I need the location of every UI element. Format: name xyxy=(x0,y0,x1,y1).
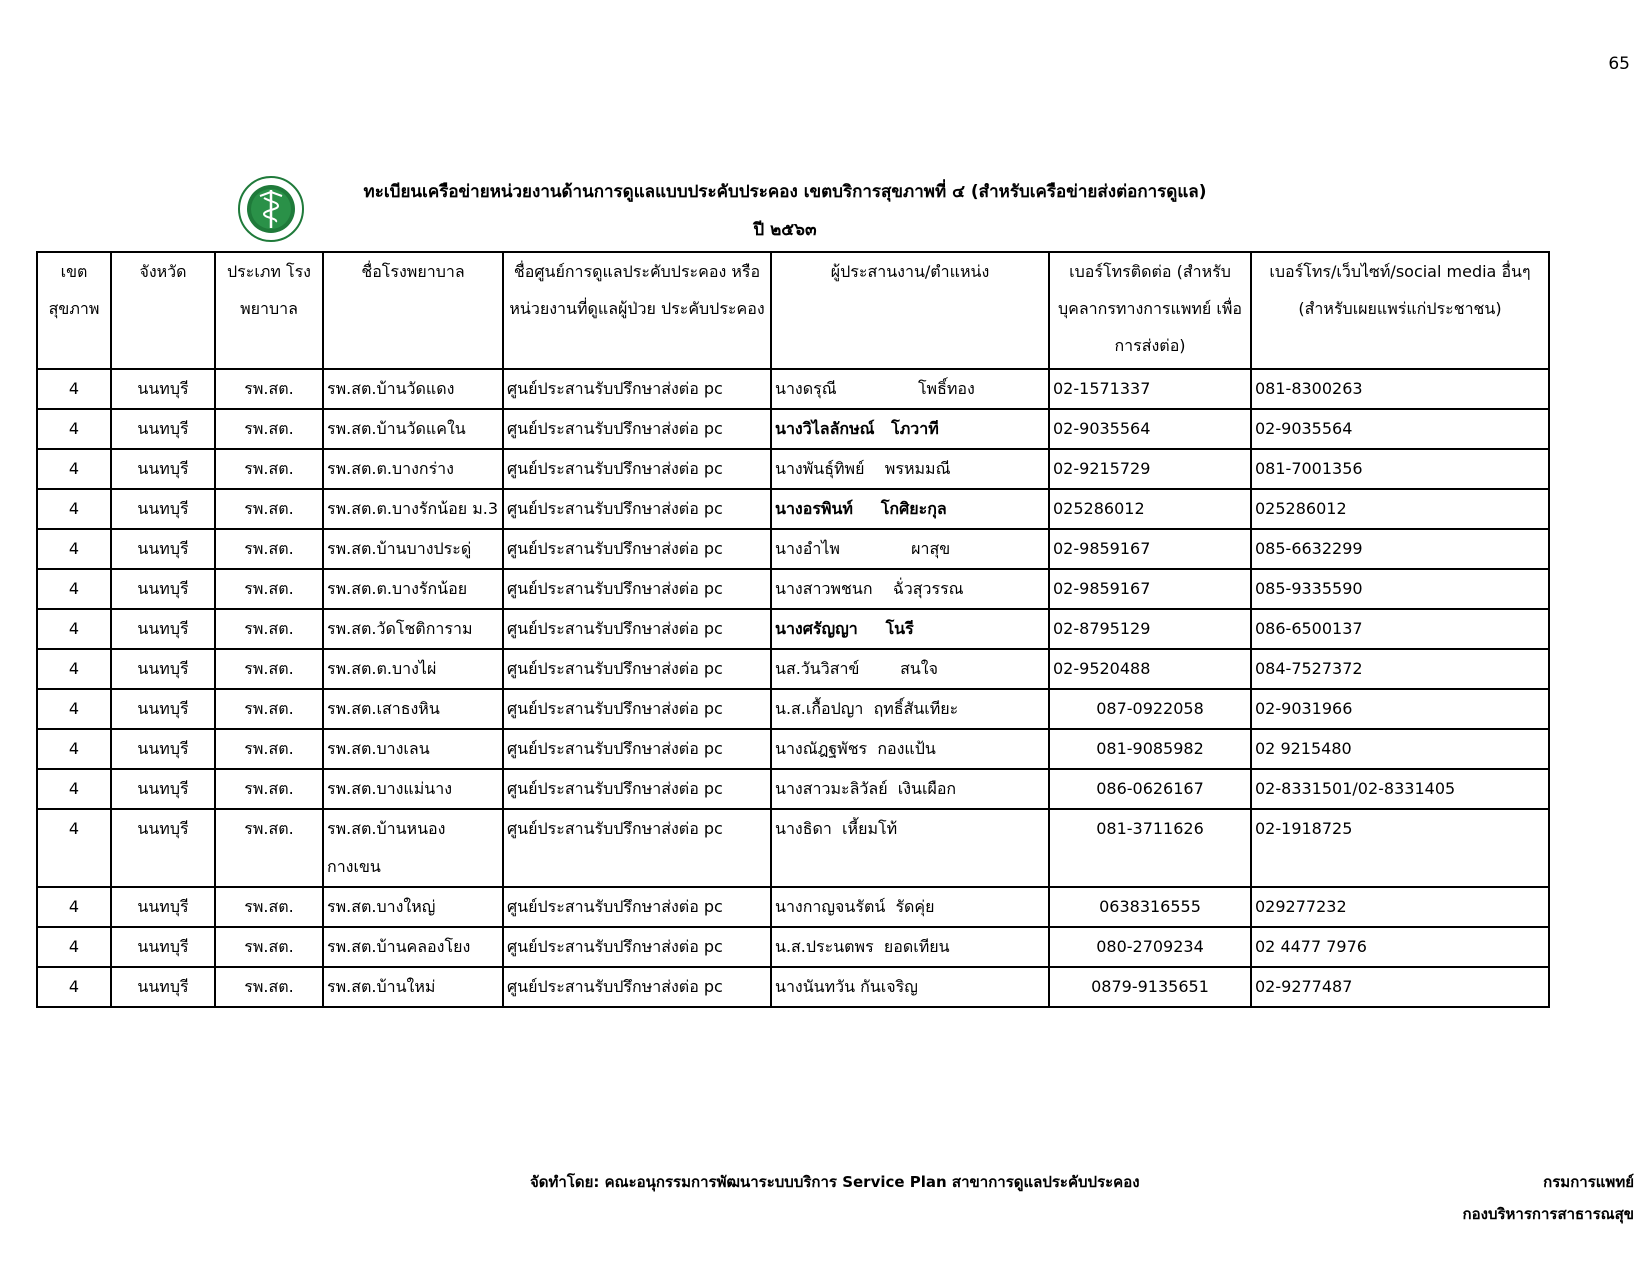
cell-hospital-type: รพ.สต. xyxy=(215,887,323,927)
cell-care-center: ศูนย์ประสานรับปรึกษาส่งต่อ pc xyxy=(503,529,771,569)
cell-coordinator: นางสาวพชนก ฉั่วสุวรรณ xyxy=(771,569,1049,609)
cell-hospital-type: รพ.สต. xyxy=(215,769,323,809)
cell-province: นนทบุรี xyxy=(111,967,215,1007)
cell-hospital-name: รพ.สต.บางใหญ่ xyxy=(323,887,503,927)
cell-public-contact: 02-9035564 xyxy=(1251,409,1549,449)
cell-hospital-name: รพ.สต.ต.บางไผ่ xyxy=(323,649,503,689)
cell-public-contact: 081-7001356 xyxy=(1251,449,1549,489)
cell-referral-phone: 02-9859167 xyxy=(1049,529,1251,569)
cell-hospital-type: รพ.สต. xyxy=(215,369,323,409)
cell-public-contact: 02-8331501/02-8331405 xyxy=(1251,769,1549,809)
cell-province: นนทบุรี xyxy=(111,449,215,489)
cell-referral-phone: 0638316555 xyxy=(1049,887,1251,927)
cell-province: นนทบุรี xyxy=(111,809,215,887)
header-coordinator: ผู้ประสานงาน/ตำแหน่ง xyxy=(771,252,1049,369)
cell-public-contact: 02 9215480 xyxy=(1251,729,1549,769)
cell-care-center: ศูนย์ประสานรับปรึกษาส่งต่อ pc xyxy=(503,967,771,1007)
cell-care-center: ศูนย์ประสานรับปรึกษาส่งต่อ pc xyxy=(503,649,771,689)
cell-coordinator: นางดรุณี โพธิ์ทอง xyxy=(771,369,1049,409)
header-province: จังหวัด xyxy=(111,252,215,369)
cell-hospital-name: รพ.สต.บ้านหนอง กางเขน xyxy=(323,809,503,887)
table-row xyxy=(37,927,1549,967)
table-row xyxy=(37,729,1549,769)
cell-coordinator: นางนันทวัน กันเจริญ xyxy=(771,967,1049,1007)
cell-health-region: 4 xyxy=(37,967,111,1007)
cell-care-center: ศูนย์ประสานรับปรึกษาส่งต่อ pc xyxy=(503,409,771,449)
table-row xyxy=(37,649,1549,689)
table-body xyxy=(37,369,1549,1007)
cell-health-region: 4 xyxy=(37,409,111,449)
cell-public-contact: 02 4477 7976 xyxy=(1251,927,1549,967)
cell-hospital-name: รพ.สต.บางเลน xyxy=(323,729,503,769)
cell-province: นนทบุรี xyxy=(111,609,215,649)
cell-hospital-type: รพ.สต. xyxy=(215,449,323,489)
cell-province: นนทบุรี xyxy=(111,489,215,529)
cell-public-contact: 02-1918725 xyxy=(1251,809,1549,887)
cell-referral-phone: 02-1571337 xyxy=(1049,369,1251,409)
cell-coordinator: นางศรัญญา โนรี xyxy=(771,609,1049,649)
cell-referral-phone: 02-9215729 xyxy=(1049,449,1251,489)
table-row xyxy=(37,529,1549,569)
cell-health-region: 4 xyxy=(37,887,111,927)
cell-referral-phone: 02-9520488 xyxy=(1049,649,1251,689)
cell-public-contact: 081-8300263 xyxy=(1251,369,1549,409)
cell-hospital-name: รพ.สต.ต.บางรักน้อย ม.3 xyxy=(323,489,503,529)
cell-coordinator: นางอรพินท์ โกศิยะกุล xyxy=(771,489,1049,529)
cell-care-center: ศูนย์ประสานรับปรึกษาส่งต่อ pc xyxy=(503,809,771,887)
header-public-contact: เบอร์โทร/เว็บไซท์/social media อื่นๆ (สำหรับเผยแพร่แก่ประชาชน) xyxy=(1251,252,1549,369)
cell-hospital-type: รพ.สต. xyxy=(215,809,323,887)
document-title: ทะเบียนเครือข่ายหน่วยงานด้านการดูแลแบบประคับประคอง เขตบริการสุขภาพที่ ๔ (สำหรับเครือข่ายส่งต่อการดูแล) xyxy=(363,182,1207,202)
cell-coordinator: นางวิไลลักษณ์ โภวาที xyxy=(771,409,1049,449)
cell-hospital-name: รพ.สต.บ้านวัดแคใน xyxy=(323,409,503,449)
cell-hospital-type: รพ.สต. xyxy=(215,409,323,449)
cell-public-contact: 025286012 xyxy=(1251,489,1549,529)
cell-health-region: 4 xyxy=(37,649,111,689)
table-row xyxy=(37,887,1549,927)
footer-division: กองบริหารการสาธารณสุข xyxy=(1462,1205,1634,1223)
cell-care-center: ศูนย์ประสานรับปรึกษาส่งต่อ pc xyxy=(503,569,771,609)
cell-referral-phone: 02-8795129 xyxy=(1049,609,1251,649)
cell-hospital-type: รพ.สต. xyxy=(215,649,323,689)
table-row xyxy=(37,409,1549,449)
cell-care-center: ศูนย์ประสานรับปรึกษาส่งต่อ pc xyxy=(503,489,771,529)
cell-health-region: 4 xyxy=(37,529,111,569)
cell-health-region: 4 xyxy=(37,809,111,887)
cell-care-center: ศูนย์ประสานรับปรึกษาส่งต่อ pc xyxy=(503,927,771,967)
header-hospital-name: ชื่อโรงพยาบาล xyxy=(323,252,503,369)
cell-coordinator: นส.วันวิสาข์ สนใจ xyxy=(771,649,1049,689)
cell-hospital-name: รพ.สต.บางแม่นาง xyxy=(323,769,503,809)
document-subtitle: ปี ๒๕๖๓ xyxy=(753,220,817,240)
cell-hospital-name: รพ.สต.วัดโชติการาม xyxy=(323,609,503,649)
cell-health-region: 4 xyxy=(37,729,111,769)
cell-province: นนทบุรี xyxy=(111,409,215,449)
cell-care-center: ศูนย์ประสานรับปรึกษาส่งต่อ pc xyxy=(503,449,771,489)
cell-referral-phone: 081-3711626 xyxy=(1049,809,1251,887)
cell-health-region: 4 xyxy=(37,369,111,409)
cell-health-region: 4 xyxy=(37,769,111,809)
cell-referral-phone: 02-9035564 xyxy=(1049,409,1251,449)
cell-health-region: 4 xyxy=(37,449,111,489)
cell-referral-phone: 081-9085982 xyxy=(1049,729,1251,769)
cell-province: นนทบุรี xyxy=(111,529,215,569)
cell-health-region: 4 xyxy=(37,927,111,967)
cell-public-contact: 085-9335590 xyxy=(1251,569,1549,609)
cell-public-contact: 086-6500137 xyxy=(1251,609,1549,649)
table-header-row xyxy=(37,252,1549,369)
cell-care-center: ศูนย์ประสานรับปรึกษาส่งต่อ pc xyxy=(503,887,771,927)
cell-coordinator: นางอำไพ ผาสุข xyxy=(771,529,1049,569)
cell-referral-phone: 02-9859167 xyxy=(1049,569,1251,609)
table-row xyxy=(37,609,1549,649)
cell-province: นนทบุรี xyxy=(111,887,215,927)
cell-province: นนทบุรี xyxy=(111,369,215,409)
cell-coordinator: นางพันธุ์ทิพย์ พรหมมณี xyxy=(771,449,1049,489)
table-row xyxy=(37,449,1549,489)
cell-coordinator: นางกาญจนรัตน์ รัดคุ่ย xyxy=(771,887,1049,927)
table-row xyxy=(37,369,1549,409)
cell-hospital-type: รพ.สต. xyxy=(215,569,323,609)
cell-coordinator: น.ส.ประนตพร ยอดเทียน xyxy=(771,927,1049,967)
cell-hospital-type: รพ.สต. xyxy=(215,927,323,967)
cell-referral-phone: 0879-9135651 xyxy=(1049,967,1251,1007)
cell-public-contact: 02-9031966 xyxy=(1251,689,1549,729)
cell-province: นนทบุรี xyxy=(111,689,215,729)
cell-coordinator: น.ส.เกื้อปญา ฤทธิ์สันเทียะ xyxy=(771,689,1049,729)
cell-health-region: 4 xyxy=(37,609,111,649)
cell-health-region: 4 xyxy=(37,489,111,529)
cell-hospital-name: รพ.สต.บ้านใหม่ xyxy=(323,967,503,1007)
header-hospital-type: ประเภท โรงพยาบาล xyxy=(215,252,323,369)
table-row xyxy=(37,569,1549,609)
cell-hospital-type: รพ.สต. xyxy=(215,729,323,769)
ministry-seal-logo xyxy=(238,176,304,242)
cell-province: นนทบุรี xyxy=(111,769,215,809)
cell-province: นนทบุรี xyxy=(111,927,215,967)
table-row xyxy=(37,689,1549,729)
cell-hospital-name: รพ.สต.บ้านวัดแดง xyxy=(323,369,503,409)
cell-referral-phone: 080-2709234 xyxy=(1049,927,1251,967)
cell-hospital-type: รพ.สต. xyxy=(215,609,323,649)
header-care-center: ชื่อศูนย์การดูแลประคับประคอง หรือ หน่วยงานที่ดูแลผู้ป่วย ประคับประคอง xyxy=(503,252,771,369)
cell-coordinator: นางสาวมะลิวัลย์ เงินเผือก xyxy=(771,769,1049,809)
cell-public-contact: 029277232 xyxy=(1251,887,1549,927)
network-registry-table xyxy=(36,251,1550,1008)
table-row xyxy=(37,809,1549,887)
cell-hospital-type: รพ.สต. xyxy=(215,489,323,529)
cell-hospital-type: รพ.สต. xyxy=(215,967,323,1007)
table-row xyxy=(37,967,1549,1007)
header-referral-phone: เบอร์โทรติดต่อ (สำหรับ บุคลากรทางการแพทย์ เพื่อการส่งต่อ) xyxy=(1049,252,1251,369)
cell-public-contact: 084-7527372 xyxy=(1251,649,1549,689)
cell-care-center: ศูนย์ประสานรับปรึกษาส่งต่อ pc xyxy=(503,769,771,809)
cell-province: นนทบุรี xyxy=(111,569,215,609)
cell-care-center: ศูนย์ประสานรับปรึกษาส่งต่อ pc xyxy=(503,689,771,729)
cell-referral-phone: 086-0626167 xyxy=(1049,769,1251,809)
cell-public-contact: 02-9277487 xyxy=(1251,967,1549,1007)
cell-coordinator: นางณัฎฐพัชร กองแป้น xyxy=(771,729,1049,769)
header-health-region: เขต สุขภาพ xyxy=(37,252,111,369)
seal-icon xyxy=(238,176,304,242)
footer-department: กรมการแพทย์ xyxy=(1543,1173,1634,1191)
cell-coordinator: นางธิดา เหี้ยมโท้ xyxy=(771,809,1049,887)
cell-hospital-type: รพ.สต. xyxy=(215,689,323,729)
table-row xyxy=(37,489,1549,529)
cell-referral-phone: 087-0922058 xyxy=(1049,689,1251,729)
cell-care-center: ศูนย์ประสานรับปรึกษาส่งต่อ pc xyxy=(503,609,771,649)
cell-health-region: 4 xyxy=(37,689,111,729)
footer-prepared-by: จัดทำโดย: คณะอนุกรรมการพัฒนาระบบบริการ Service Plan สาขาการดูแลประคับประคอง xyxy=(530,1173,1140,1191)
cell-hospital-name: รพ.สต.ต.บางรักน้อย xyxy=(323,569,503,609)
cell-hospital-name: รพ.สต.เสาธงหิน xyxy=(323,689,503,729)
cell-province: นนทบุรี xyxy=(111,649,215,689)
cell-care-center: ศูนย์ประสานรับปรึกษาส่งต่อ pc xyxy=(503,369,771,409)
cell-hospital-type: รพ.สต. xyxy=(215,529,323,569)
cell-hospital-name: รพ.สต.บ้านคลองโยง xyxy=(323,927,503,967)
cell-health-region: 4 xyxy=(37,569,111,609)
cell-hospital-name: รพ.สต.บ้านบางประดู่ xyxy=(323,529,503,569)
cell-referral-phone: 025286012 xyxy=(1049,489,1251,529)
cell-province: นนทบุรี xyxy=(111,729,215,769)
cell-public-contact: 085-6632299 xyxy=(1251,529,1549,569)
page-number: 65 xyxy=(1608,54,1630,74)
cell-hospital-name: รพ.สต.ต.บางกร่าง xyxy=(323,449,503,489)
table-row xyxy=(37,769,1549,809)
cell-care-center: ศูนย์ประสานรับปรึกษาส่งต่อ pc xyxy=(503,729,771,769)
